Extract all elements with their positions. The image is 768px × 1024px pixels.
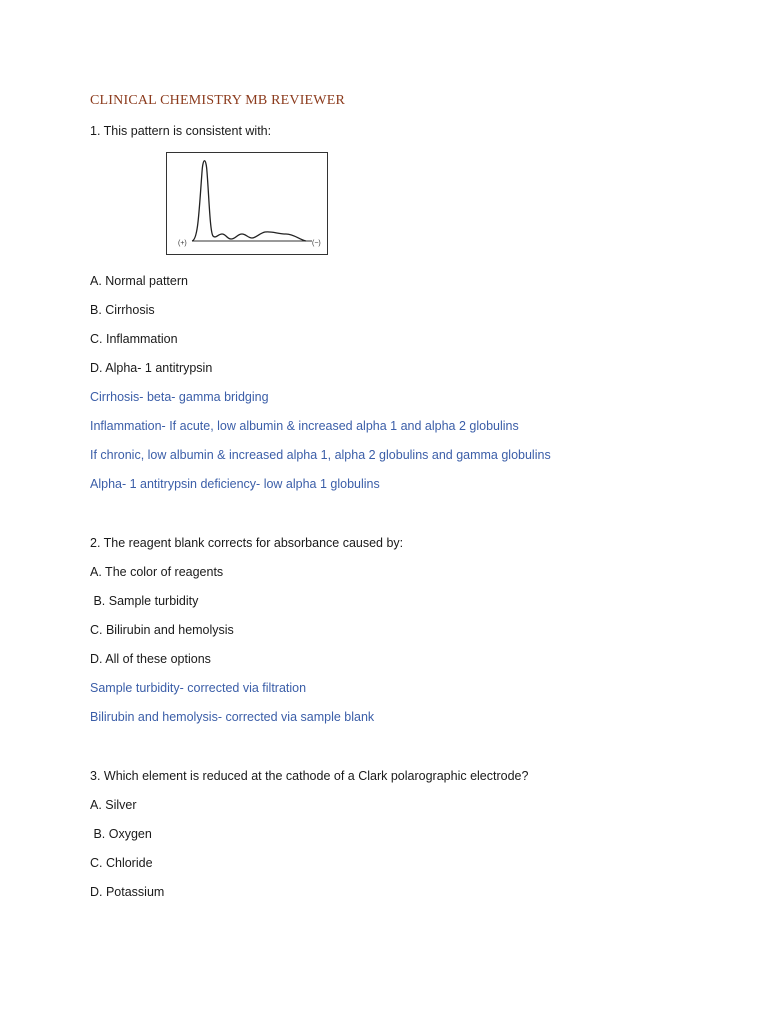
question-3: 3. Which element is reduced at the cathode of a Clark polarographic electrode? bbox=[90, 769, 529, 783]
q2-option-d: D. All of these options bbox=[90, 652, 211, 666]
q1-option-d: D. Alpha- 1 antitrypsin bbox=[90, 361, 213, 375]
anode-label: (+) bbox=[178, 240, 187, 247]
q1-option-b: B. Cirrhosis bbox=[90, 303, 155, 317]
q2-note-turbidity: Sample turbidity- corrected via filtration bbox=[90, 681, 307, 695]
cathode-label: (−) bbox=[312, 240, 321, 247]
electrophoresis-pattern-graph bbox=[166, 152, 328, 255]
question-2: 2. The reagent blank corrects for absorbance caused by: bbox=[90, 536, 404, 550]
q3-option-b: B. Oxygen bbox=[90, 827, 152, 841]
q3-option-d: D. Potassium bbox=[90, 885, 165, 899]
q3-option-a: A. Silver bbox=[90, 798, 137, 812]
q2-option-a: A. The color of reagents bbox=[90, 565, 224, 579]
q1-note-chronic-inflammation: If chronic, low albumin & increased alpha 1, alpha 2 globulins and gamma globulins bbox=[90, 448, 551, 462]
q1-note-alpha1-antitrypsin: Alpha- 1 antitrypsin deficiency- low alpha 1 globulins bbox=[90, 477, 380, 491]
q1-note-cirrhosis: Cirrhosis- beta- gamma bridging bbox=[90, 390, 269, 404]
figure-border bbox=[167, 153, 328, 255]
q2-option-b: B. Sample turbidity bbox=[90, 594, 199, 608]
q1-option-a: A. Normal pattern bbox=[90, 274, 188, 288]
q1-note-acute-inflammation: Inflammation- If acute, low albumin & increased alpha 1 and alpha 2 globulins bbox=[90, 419, 519, 433]
q2-note-bilirubin: Bilirubin and hemolysis- corrected via sample blank bbox=[90, 710, 375, 724]
document-title: CLINICAL CHEMISTRY MB REVIEWER bbox=[90, 93, 346, 108]
question-1: 1. This pattern is consistent with: bbox=[90, 124, 272, 138]
q3-option-c: C. Chloride bbox=[90, 856, 153, 870]
electrophoresis-figure bbox=[166, 152, 328, 255]
q1-option-c: C. Inflammation bbox=[90, 332, 178, 346]
q2-option-c: C. Bilirubin and hemolysis bbox=[90, 623, 234, 637]
